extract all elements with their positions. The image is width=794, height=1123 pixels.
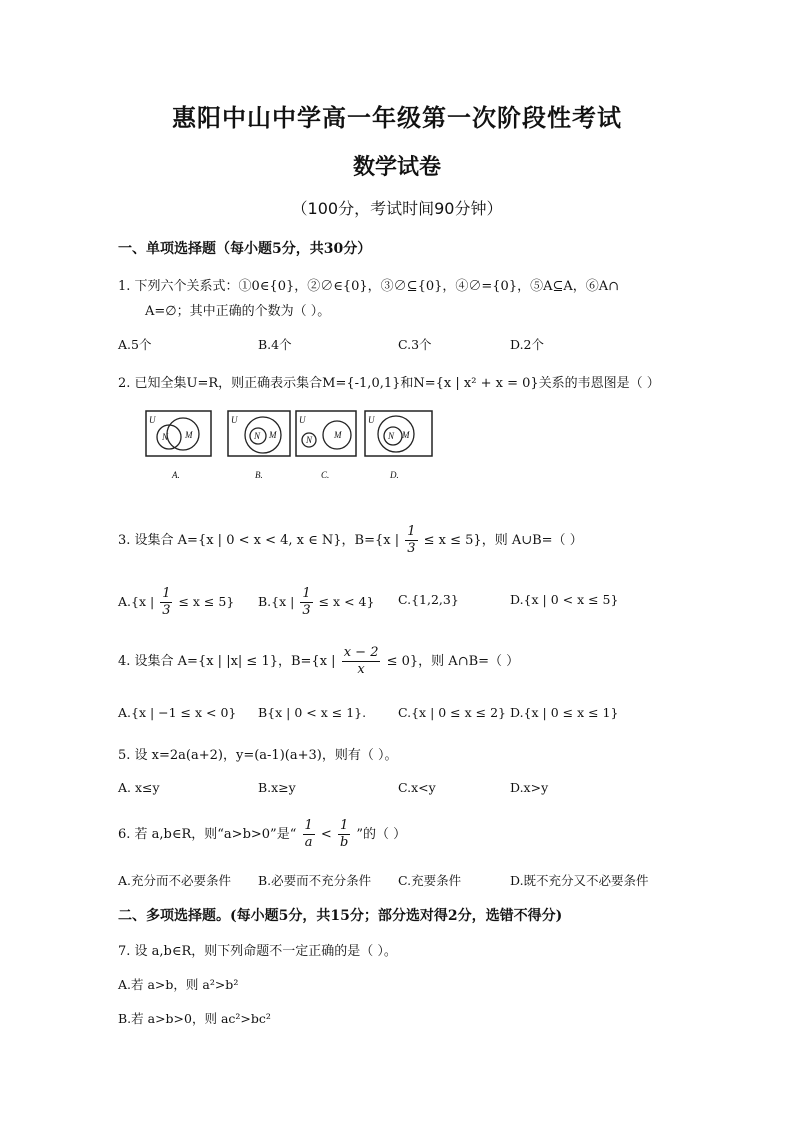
q3-option-a-den: 3 bbox=[162, 603, 171, 618]
q6-fraction-1 bbox=[303, 818, 315, 851]
q4-frac-num: x − 2 bbox=[343, 645, 379, 660]
q6-option-a: A.充分而不必要条件 bbox=[118, 873, 232, 888]
q6-f1-den: a bbox=[304, 835, 313, 850]
q4-stem bbox=[118, 645, 519, 678]
q3-option-b-num: 1 bbox=[302, 586, 311, 601]
venn-b-u: U bbox=[231, 415, 238, 425]
q7-stem: 7. 设 a,b∈R，则下列命题不一定正确的是（ ）。 bbox=[118, 944, 397, 959]
venn-a bbox=[146, 411, 211, 480]
q4-stem-post: ≤ 0}，则 A∩B=（ ） bbox=[386, 654, 520, 669]
q3-frac-den: 3 bbox=[407, 541, 416, 556]
q6-less-than: < bbox=[320, 827, 332, 842]
q6-f2-den: b bbox=[339, 835, 349, 850]
exam-subtitle: 数学试卷 bbox=[352, 154, 441, 180]
venn-label-b: B. bbox=[255, 470, 263, 480]
q5-option-c: C.x<y bbox=[398, 780, 436, 795]
q3-option-c: C.{1,2,3} bbox=[398, 592, 459, 607]
q6-stem bbox=[118, 818, 406, 851]
q4-fraction bbox=[342, 645, 381, 678]
q1-line1: 1. 下列六个关系式：①0∈{0}，②∅∈{0}，③∅⊆{0}，④∅={0}，⑤A⊆A，⑥A∩ bbox=[118, 279, 620, 294]
q3-option-b-fraction bbox=[300, 586, 312, 619]
venn-c bbox=[296, 411, 356, 480]
q6-f2-num: 1 bbox=[339, 818, 349, 833]
q3-stem-post: ≤ x ≤ 5}，则 A∪B=（ ） bbox=[423, 533, 583, 548]
section-2-heading: 二、多项选择题。(每小题5分，共15分；部分选对得2分，选错不得分) bbox=[118, 908, 563, 924]
q4-frac-den: x bbox=[357, 662, 365, 677]
q6-stem-post: ”的（ ） bbox=[356, 827, 407, 842]
venn-d-u: U bbox=[368, 415, 375, 425]
q5-option-b: B.x≥y bbox=[258, 780, 296, 795]
venn-d-n: N bbox=[388, 431, 395, 441]
q3-option-a-fraction bbox=[160, 586, 172, 619]
venn-label-c: C. bbox=[321, 470, 330, 480]
q5-option-a: A. x≤y bbox=[118, 780, 160, 795]
venn-a-m: M bbox=[185, 430, 193, 440]
venn-label-d: D. bbox=[390, 470, 399, 480]
q5-option-d: D.x>y bbox=[510, 780, 549, 795]
q3-option-b-post: ≤ x < 4} bbox=[318, 594, 375, 609]
q2-stem: 2. 已知全集U=R，则正确表示集合M={-1,0,1}和N={x | x² + x = 0}关系的韦恩图是（ ） bbox=[118, 376, 660, 391]
q3-option-a-pre: A.{x | bbox=[118, 594, 155, 609]
q1-line2: A=∅；其中正确的个数为（ ）。 bbox=[145, 304, 331, 319]
venn-b-n: N bbox=[254, 431, 261, 441]
q6-option-d: D.既不充分又不必要条件 bbox=[510, 873, 649, 888]
q3-option-a-post: ≤ x ≤ 5} bbox=[178, 594, 235, 609]
q3-option-b bbox=[258, 586, 374, 619]
venn-c-u: U bbox=[299, 415, 306, 425]
q7-option-b: B.若 a>b>0，则 ac²>bc² bbox=[118, 1011, 271, 1026]
q3-stem bbox=[118, 524, 583, 557]
venn-a-u: U bbox=[149, 415, 156, 425]
q6-fraction-2 bbox=[338, 818, 350, 851]
venn-c-m: M bbox=[334, 430, 342, 440]
q3-frac-num: 1 bbox=[407, 524, 416, 539]
q1-option-a: A.5个 bbox=[118, 337, 152, 352]
q3-option-a-num: 1 bbox=[162, 586, 171, 601]
venn-d bbox=[365, 411, 432, 480]
q3-stem-pre: 3. 设集合 A={x | 0 < x < 4, x ∈ N}，B={x | bbox=[118, 533, 400, 548]
q6-f1-num: 1 bbox=[304, 818, 313, 833]
q7-option-a: A.若 a>b，则 a²>b² bbox=[118, 977, 239, 992]
q6-option-c: C.充要条件 bbox=[398, 873, 462, 888]
q3-option-b-pre: B.{x | bbox=[258, 594, 295, 609]
q1-option-d: D.2个 bbox=[510, 337, 545, 352]
q4-option-a: A.{x | −1 ≤ x < 0} bbox=[118, 705, 237, 720]
venn-a-n: N bbox=[162, 432, 169, 442]
q6-option-b: B.必要而不充分条件 bbox=[258, 873, 372, 888]
exam-title: 惠阳中山中学高一年级第一次阶段性考试 bbox=[172, 103, 622, 132]
q1-option-b: B.4个 bbox=[258, 337, 292, 352]
exam-info: （100分，考试时间90分钟） bbox=[291, 199, 503, 218]
q3-fraction bbox=[405, 524, 417, 557]
venn-diagrams bbox=[145, 408, 445, 488]
q4-option-b: B{x | 0 < x ≤ 1}. bbox=[258, 705, 367, 720]
q1-option-c: C.3个 bbox=[398, 337, 432, 352]
q4-stem-pre: 4. 设集合 A={x | |x| ≤ 1}，B={x | bbox=[118, 654, 336, 669]
q5-stem: 5. 设 x=2a(a+2)，y=(a-1)(a+3)，则有（ ）。 bbox=[118, 748, 398, 763]
q3-option-a bbox=[118, 586, 234, 619]
section-1-heading: 一、单项选择题（每小题5分，共30分） bbox=[118, 241, 372, 257]
q3-option-d: D.{x | 0 < x ≤ 5} bbox=[510, 592, 619, 607]
venn-label-a: A. bbox=[172, 470, 180, 480]
q3-option-b-den: 3 bbox=[302, 603, 311, 618]
venn-b-m: M bbox=[269, 430, 277, 440]
q4-option-c: C.{x | 0 ≤ x ≤ 2} bbox=[398, 705, 507, 720]
q6-stem-pre: 6. 若 a,b∈R，则“a>b>0”是“ bbox=[118, 827, 297, 842]
venn-b bbox=[228, 411, 290, 480]
q4-option-d: D.{x | 0 ≤ x ≤ 1} bbox=[510, 705, 619, 720]
venn-d-m: M bbox=[402, 430, 410, 440]
venn-c-n: N bbox=[306, 435, 313, 445]
